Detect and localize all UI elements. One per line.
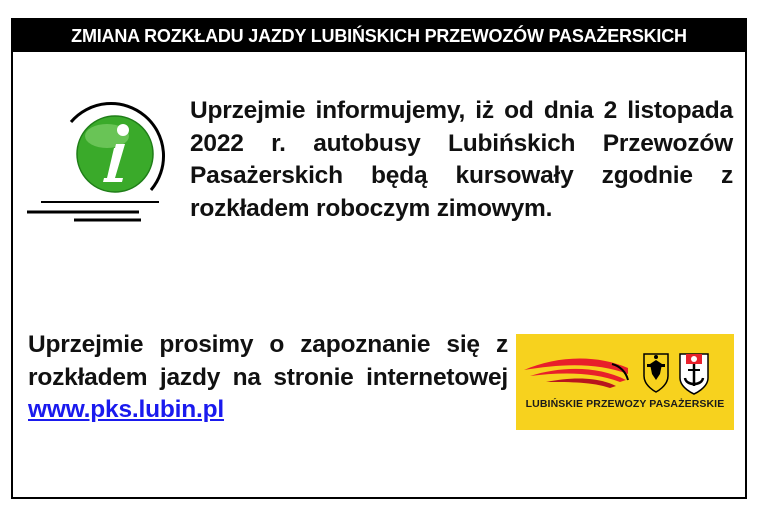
notice-frame — [11, 18, 747, 499]
header-title: ZMIANA ROZKŁADU JAZDY LUBIŃSKICH PRZEWOZÓW PASAŻERSKICH — [13, 20, 745, 52]
coat-of-arms-icon — [644, 354, 668, 392]
request-text: Uprzejmie prosimy o zapoznanie się z rozkładem jazdy na stronie internetowej — [28, 331, 508, 391]
website-link[interactable]: www.pks.lubin.pl — [28, 396, 224, 423]
info-icon — [19, 94, 179, 224]
notice-text: Uprzejmie informujemy, iż od dnia 2 listopada 2022 r. autobusy Lubińskich Przewozów Pasażerskich będą kursowały zgodnie z rozkładem roboczym zimowym. — [190, 97, 733, 222]
request-paragraph — [28, 329, 508, 427]
logo-text: LUBIŃSKIE PRZEWOZY PASAŻERSKIE — [525, 398, 725, 410]
company-logo — [516, 334, 734, 430]
anchor-emblem-icon — [680, 354, 708, 394]
